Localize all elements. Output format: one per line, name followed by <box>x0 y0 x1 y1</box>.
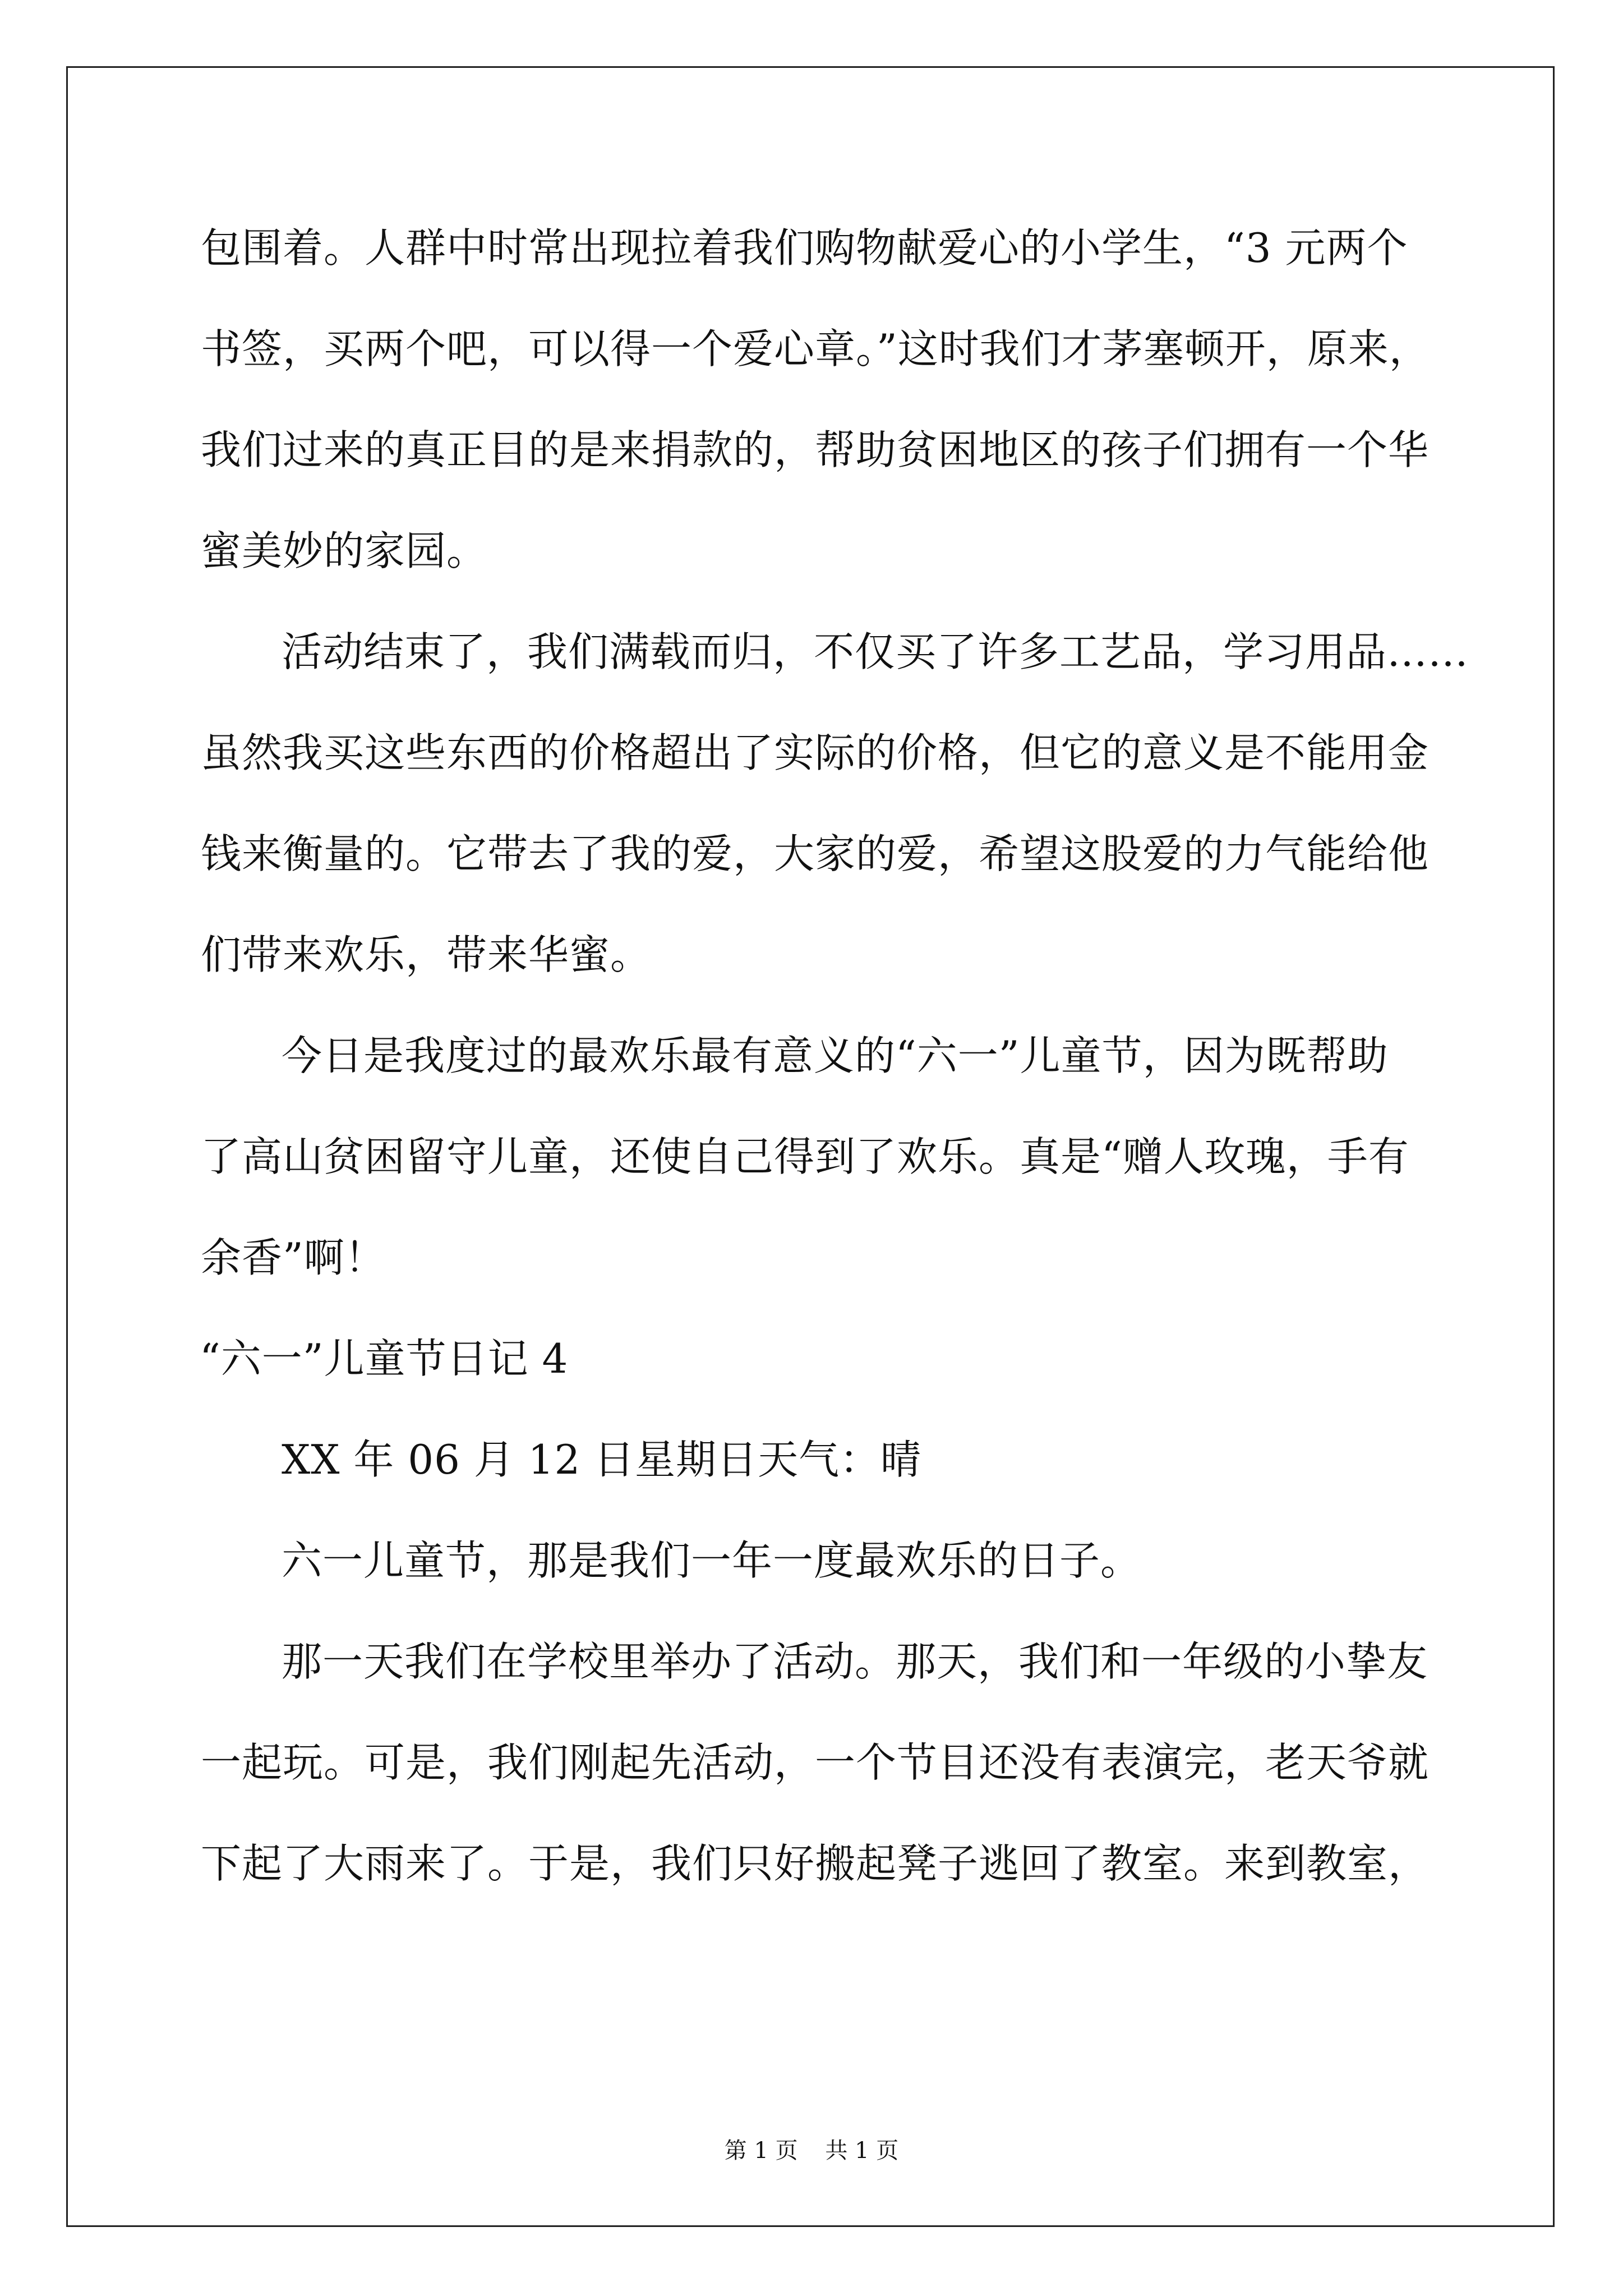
text-line: 书签，买两个吧，可以得一个爱心章。”这时我们才茅塞顿开，原来， <box>201 325 1430 372</box>
text-line: 虽然我买这些东西的价格超出了实际的价格，但它的意义是不能用金 <box>201 729 1430 776</box>
text-line: 们带来欢乐，带来华蜜。 <box>201 931 652 978</box>
date-weather-line: XX 年 06 月 12 日星期日天气：晴 <box>282 1436 922 1483</box>
section-heading: “六一”儿童节日记 4 <box>200 1335 569 1382</box>
text-line: 活动结束了，我们满载而归，不仅买了许多工艺品，学习用品…… <box>282 628 1469 675</box>
text-line: 钱来衡量的。它带去了我的爱，大家的爱，希望这股爱的力气能给他 <box>201 830 1430 877</box>
text-line: 一起玩。可是，我们刚起先活动，一个节目还没有表演完，老天爷就 <box>201 1739 1430 1786</box>
page-footer <box>0 2134 1623 2168</box>
text-line: 包围着。人群中时常出现拉着我们购物献爱心的小学生，“3 元两个 <box>201 224 1408 272</box>
text-line: 那一天我们在学校里举办了活动。那天，我们和一年级的小挚友 <box>282 1638 1428 1685</box>
text-line: 余香”啊！ <box>201 1234 386 1281</box>
text-line: 下起了大雨来了。于是，我们只好搬起凳子逃回了教室。来到教室， <box>201 1840 1430 1887</box>
text-line: 今日是我度过的最欢乐最有意义的“六一”儿童节，因为既帮助 <box>282 1032 1389 1079</box>
text-line: 我们过来的真正目的是来捐款的，帮助贫困地区的孩子们拥有一个华 <box>201 426 1430 473</box>
page-number-current: 第 1 页 <box>724 2138 798 2164</box>
text-line: 了高山贫困留守儿童，还使自己得到了欢乐。真是“赠人玫瑰，手有 <box>201 1133 1409 1180</box>
page-number-total: 共 1 页 <box>825 2138 899 2164</box>
document-body <box>200 197 1469 1914</box>
text-line: 六一儿童节，那是我们一年一度最欢乐的日子。 <box>282 1537 1142 1584</box>
text-line: 蜜美妙的家园。 <box>201 527 488 574</box>
